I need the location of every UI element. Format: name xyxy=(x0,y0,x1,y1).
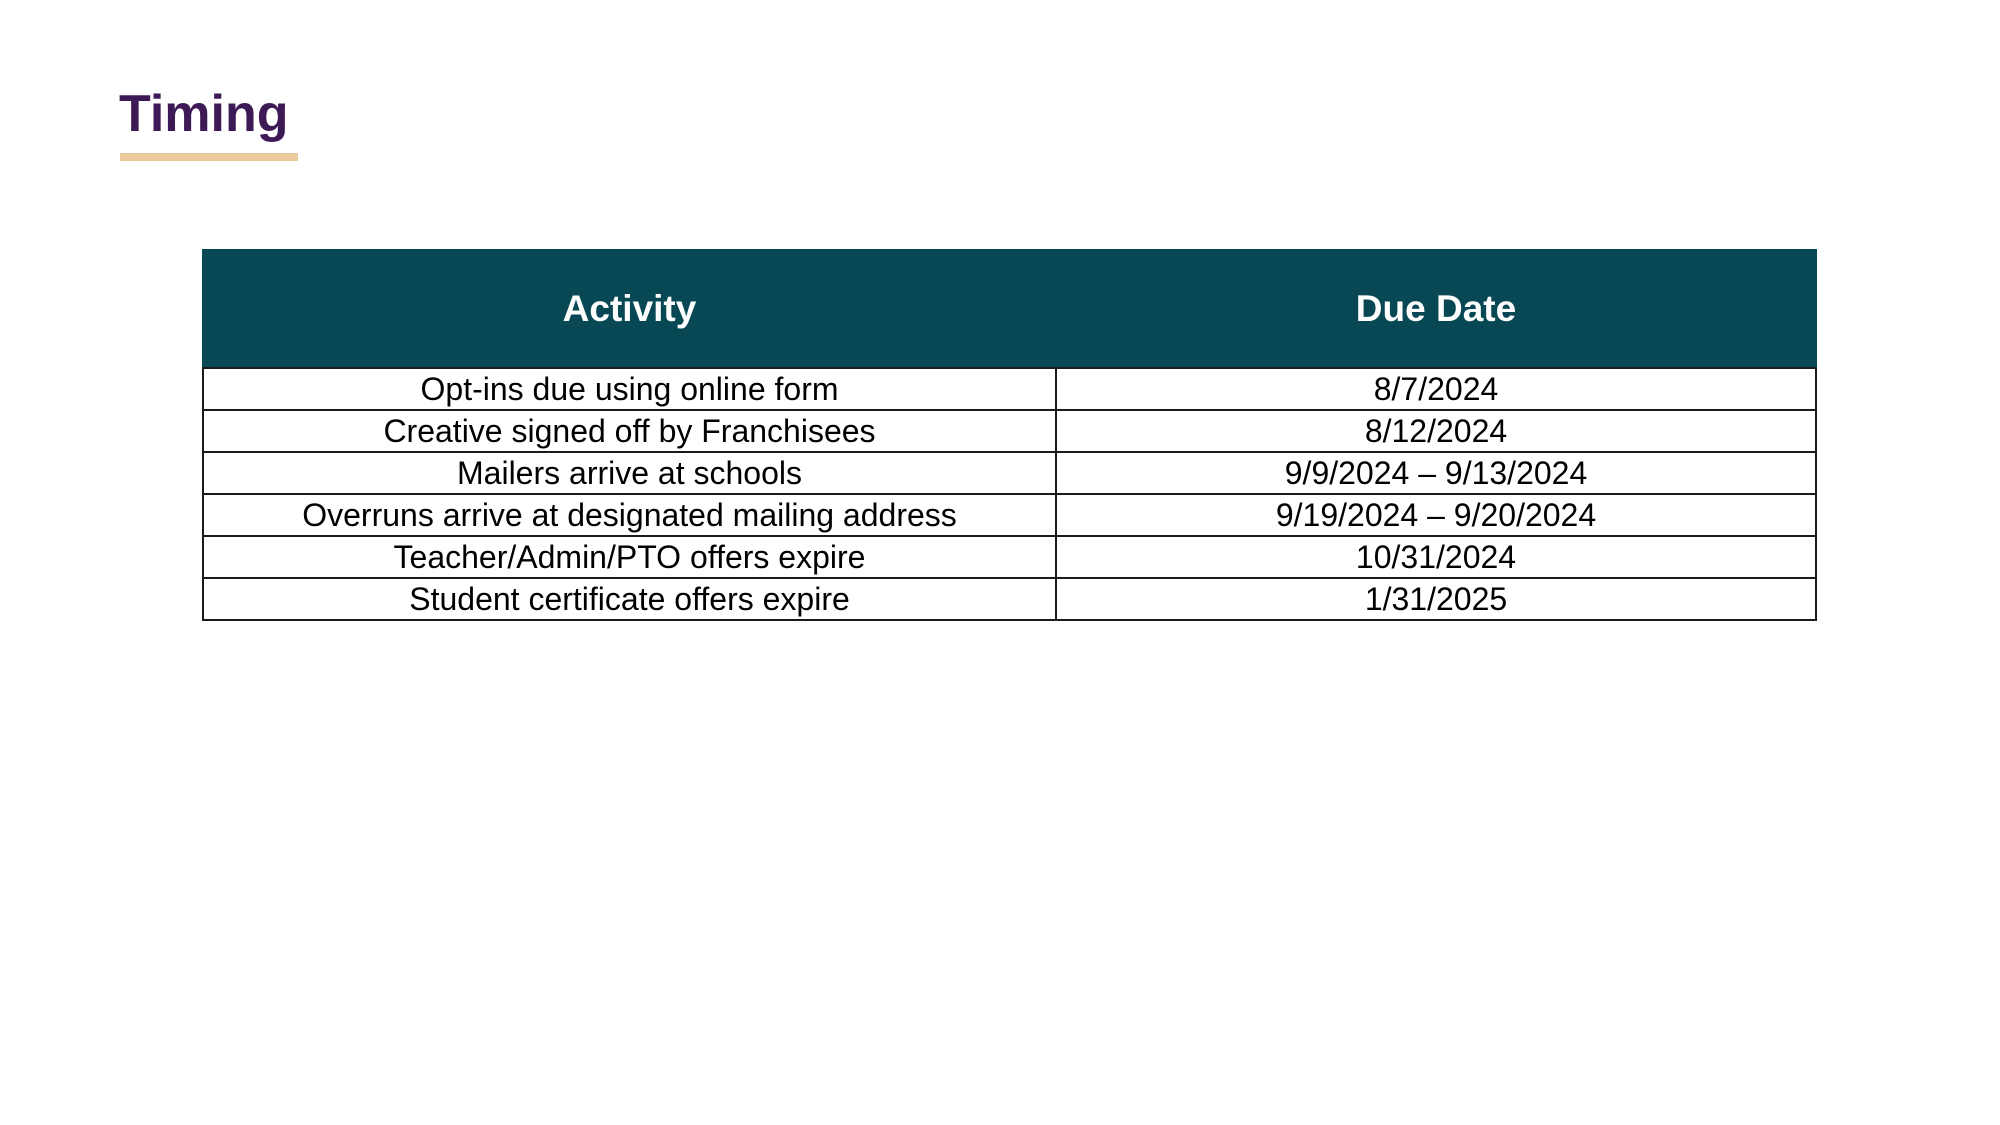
activity-cell: Mailers arrive at schools xyxy=(203,452,1056,494)
due-date-cell: 8/12/2024 xyxy=(1056,410,1816,452)
activity-cell: Student certificate offers expire xyxy=(203,578,1056,620)
page-title: Timing xyxy=(119,85,289,143)
activity-cell: Opt-ins due using online form xyxy=(203,368,1056,410)
title-underline xyxy=(120,153,298,161)
column-header-activity: Activity xyxy=(203,250,1056,368)
due-date-cell: 9/19/2024 – 9/20/2024 xyxy=(1056,494,1816,536)
table-row xyxy=(203,368,1816,410)
column-header-due-date: Due Date xyxy=(1056,250,1816,368)
due-date-cell: 10/31/2024 xyxy=(1056,536,1816,578)
table-row xyxy=(203,536,1816,578)
table-header xyxy=(203,250,1816,368)
table-body xyxy=(203,368,1816,620)
table-row xyxy=(203,578,1816,620)
table-row xyxy=(203,494,1816,536)
table-header-row xyxy=(203,250,1816,368)
activity-cell: Teacher/Admin/PTO offers expire xyxy=(203,536,1056,578)
table-row xyxy=(203,452,1816,494)
due-date-cell: 8/7/2024 xyxy=(1056,368,1816,410)
table-row xyxy=(203,410,1816,452)
activity-cell: Creative signed off by Franchisees xyxy=(203,410,1056,452)
timing-table xyxy=(202,249,1817,621)
due-date-cell: 1/31/2025 xyxy=(1056,578,1816,620)
activity-cell: Overruns arrive at designated mailing address xyxy=(203,494,1056,536)
due-date-cell: 9/9/2024 – 9/13/2024 xyxy=(1056,452,1816,494)
